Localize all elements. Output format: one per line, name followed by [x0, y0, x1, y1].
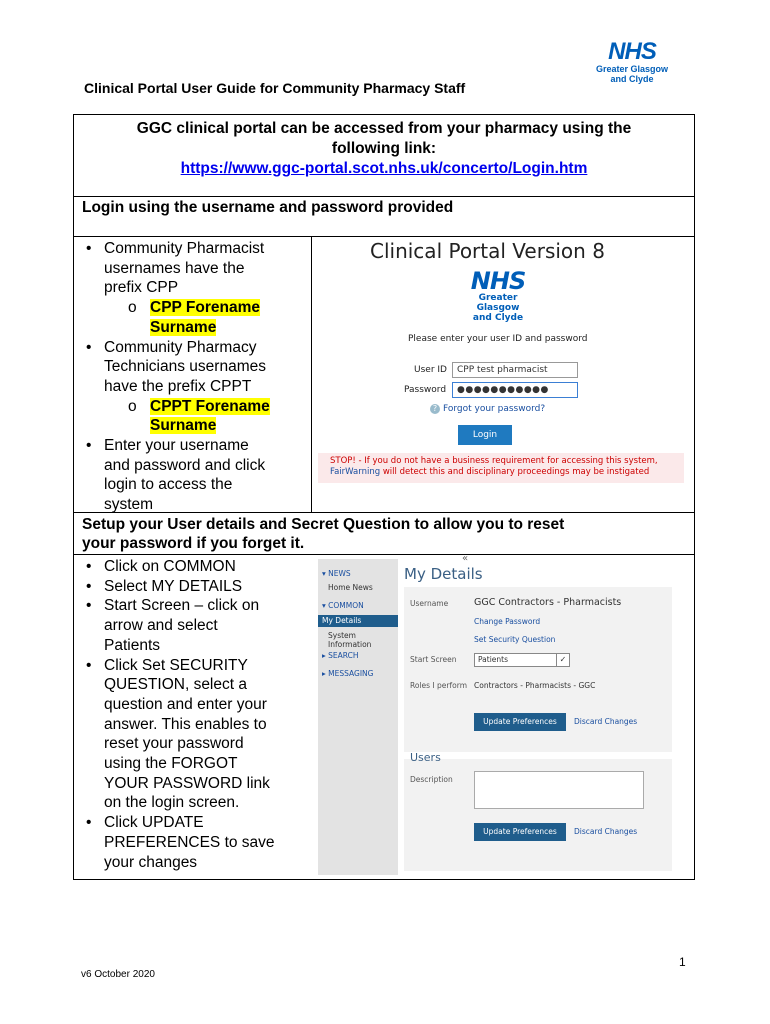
- username-label: Username: [410, 599, 449, 608]
- access-heading-2: following link:: [331, 140, 437, 157]
- user-id-input[interactable]: CPP test pharmacist: [452, 362, 578, 378]
- list-item: • Click UPDATE: [82, 813, 312, 833]
- access-heading-1: GGC clinical portal can be accessed from your pharmacy using the: [136, 120, 632, 137]
- update-preferences-button[interactable]: Update Preferences: [474, 713, 566, 731]
- list-item: answer. This enables to: [104, 715, 267, 733]
- highlight-text: CPP Forename: [150, 299, 260, 317]
- login-title: Clinical Portal Version 8: [370, 239, 605, 263]
- description-label: Description: [410, 775, 453, 784]
- logo-sub-1: Greater Glasgow: [595, 64, 669, 74]
- warning-banner: [318, 453, 684, 483]
- roles-value: Contractors - Pharmacists - GGC: [474, 681, 596, 690]
- access-row: [74, 115, 694, 197]
- login-logo-sub-1: Greater Glasgow: [476, 293, 520, 313]
- login-instructions-row: [74, 237, 694, 513]
- nhs-logo: [592, 40, 672, 84]
- list-item: • Enter your username: [82, 436, 312, 456]
- set-security-question-link[interactable]: Set Security Question: [474, 635, 556, 644]
- login-prompt: Please enter your user ID and password: [408, 334, 588, 344]
- change-password-link[interactable]: Change Password: [474, 617, 541, 626]
- list-item: reset your password: [104, 735, 244, 753]
- login-logo-text: NHS: [470, 267, 526, 295]
- login-screenshot: [318, 237, 688, 513]
- list-item: using the FORGOT: [104, 755, 238, 773]
- highlight-text: Surname: [150, 318, 217, 336]
- highlight-text: CPPT Forename: [150, 397, 270, 415]
- update-preferences-button-2[interactable]: Update Preferences: [474, 823, 566, 841]
- description-textarea[interactable]: [474, 771, 644, 809]
- list-item: system: [104, 496, 154, 514]
- list-item: and password and click: [104, 456, 266, 474]
- roles-label: Roles I perform: [410, 681, 467, 690]
- password-input[interactable]: ●●●●●●●●●●●: [452, 382, 578, 398]
- list-item: on the login screen.: [104, 794, 240, 812]
- list-item: [82, 416, 312, 436]
- login-button[interactable]: Login: [458, 425, 512, 445]
- my-details-screenshot: [318, 555, 696, 875]
- help-icon: ?: [430, 404, 440, 414]
- setup-heading-1: Setup your User details and Secret Question to allow you to reset: [82, 516, 565, 533]
- list-item: prefix CPP: [104, 279, 179, 297]
- list-item: login to access the: [104, 476, 233, 494]
- list-item: QUESTION, select a: [104, 676, 247, 694]
- list-item: • Community Pharmacist: [82, 239, 312, 259]
- guide-table: [73, 114, 695, 880]
- logo-text: NHS: [608, 38, 656, 65]
- setup-heading-2: your password if you forget it.: [82, 535, 305, 552]
- discard-changes-link-2[interactable]: Discard Changes: [574, 827, 638, 836]
- list-item: arrow and select: [104, 617, 218, 635]
- forgot-password-link[interactable]: [430, 404, 545, 414]
- list-item: • Start Screen – click on: [82, 596, 312, 616]
- list-item: have the prefix CPPT: [104, 377, 252, 395]
- login-heading-row: [74, 197, 694, 237]
- collapse-icon[interactable]: «: [462, 553, 469, 564]
- fairwarning-link[interactable]: FairWarning: [330, 467, 381, 477]
- users-title: Users: [410, 751, 441, 764]
- list-item: Technicians usernames: [104, 358, 266, 376]
- username-value: GGC Contractors - Pharmacists: [474, 597, 622, 608]
- start-screen-select[interactable]: [474, 653, 570, 667]
- sidebar-item-system-information[interactable]: System Information: [328, 631, 372, 649]
- list-item: YOUR PASSWORD link: [104, 774, 270, 792]
- document-title: Clinical Portal User Guide for Community Pharmacy Staff: [84, 80, 466, 96]
- start-screen-label: Start Screen: [410, 655, 457, 664]
- list-item: • Click Set SECURITY: [82, 656, 312, 676]
- warning-text-1: STOP! - If you do not have a business requirement for accessing this system,: [330, 456, 658, 466]
- list-item: • Select MY DETAILS: [82, 577, 312, 597]
- list-item: Patients: [104, 636, 161, 654]
- my-details-title: My Details: [404, 565, 483, 583]
- list-item: • Click on COMMON: [82, 557, 312, 577]
- setup-heading-row: [74, 513, 694, 555]
- logo-sub-2: and Clyde: [610, 74, 654, 84]
- portal-link[interactable]: https://www.ggc-portal.scot.nhs.uk/concerto/Login.htm: [180, 160, 588, 177]
- forgot-password-text: Forgot your password?: [443, 404, 546, 414]
- list-item: [82, 397, 312, 417]
- column-divider: [311, 237, 312, 512]
- list-item: your changes: [104, 853, 198, 871]
- list-item: question and enter your: [104, 695, 267, 713]
- login-logo-sub-2: and Clyde: [472, 313, 524, 323]
- login-bullets: [82, 239, 312, 515]
- list-item: [82, 318, 312, 338]
- list-item: usernames have the: [104, 259, 245, 277]
- sidebar-item-common[interactable]: ▾ COMMON: [322, 601, 364, 610]
- version-footer: v6 October 2020: [81, 969, 155, 980]
- sidebar-item-news[interactable]: ▾ NEWS: [322, 569, 351, 578]
- portal-sidebar: [318, 559, 398, 875]
- page-number: 1: [679, 955, 686, 969]
- login-heading: Login using the username and password provided: [82, 199, 454, 216]
- sidebar-item-my-details[interactable]: My Details: [318, 615, 398, 627]
- login-nhs-logo: [458, 269, 538, 323]
- setup-bullets: [82, 557, 312, 872]
- highlight-text: Surname: [150, 417, 217, 435]
- discard-changes-link[interactable]: Discard Changes: [574, 717, 638, 726]
- chevron-down-icon[interactable]: ✓: [556, 654, 569, 666]
- details-panel: [404, 587, 672, 752]
- list-item: [82, 298, 312, 318]
- sidebar-item-search[interactable]: ▸ SEARCH: [322, 651, 359, 660]
- sidebar-item-messaging[interactable]: ▸ MESSAGING: [322, 669, 374, 678]
- user-id-label: User ID: [414, 365, 447, 375]
- setup-instructions-row: [74, 555, 694, 879]
- start-screen-value: Patients: [478, 655, 509, 664]
- password-label: Password: [404, 385, 447, 395]
- users-panel: [404, 751, 672, 871]
- list-item: • Community Pharmacy: [82, 338, 312, 358]
- my-details-main: [400, 553, 696, 875]
- sidebar-item-home-news[interactable]: Home News: [328, 583, 373, 592]
- warning-text-2: will detect this and disciplinary proceedings may be instigated: [380, 467, 650, 477]
- list-item: PREFERENCES to save: [104, 833, 275, 851]
